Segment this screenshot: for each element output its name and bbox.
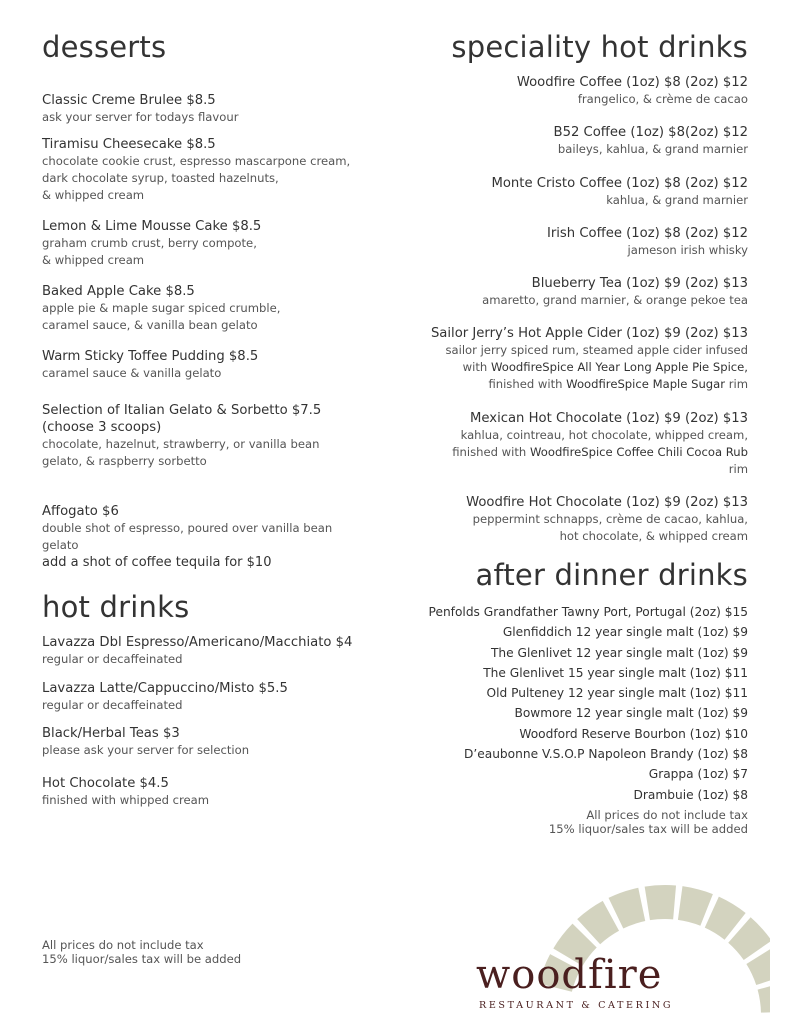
speciality-item: [400, 325, 748, 393]
item-desc: hot chocolate, & whipped cream: [559, 529, 748, 543]
item-name: Baked Apple Cake $8.5: [42, 284, 195, 299]
tax-note-line1: All prices do not include tax: [586, 808, 748, 822]
hot-drink-item: [42, 634, 392, 668]
item-name: Hot Chocolate $4.5: [42, 776, 169, 791]
item-name: Woodfire Hot Chocolate (1oz) $9 (2oz) $13: [466, 495, 748, 510]
item-desc: dark chocolate syrup, toasted hazelnuts,: [42, 171, 279, 185]
item-desc: rim: [728, 462, 748, 476]
item-desc: regular or decaffeinated: [42, 698, 183, 712]
desc-text: finished with: [488, 377, 567, 391]
item-desc: regular or decaffeinated: [42, 652, 183, 666]
desc-text: with: [462, 360, 491, 374]
list-item: Grappa (1oz) $7: [648, 767, 748, 782]
speciality-heading: speciality hot drinks: [451, 30, 748, 64]
item-name: Monte Cristo Coffee (1oz) $8 (2oz) $12: [491, 176, 748, 191]
dessert-item: [42, 402, 392, 470]
item-desc: baileys, kahlua, & grand marnier: [557, 142, 748, 156]
item-desc: gelato: [42, 538, 79, 552]
after-dinner-list: [400, 602, 748, 805]
desc-brand-text: WoodfireSpice All Year Long Apple Pie Spice,: [490, 360, 748, 374]
dessert-item: [42, 92, 392, 126]
dessert-item: [42, 218, 392, 269]
dessert-item: [42, 503, 392, 571]
list-item: The Glenlivet 12 year single malt (1oz) $9: [490, 645, 748, 660]
item-name: Tiramisu Cheesecake $8.5: [42, 137, 216, 152]
item-name: Selection of Italian Gelato & Sorbetto $7.5: [42, 403, 322, 418]
item-name: Black/Herbal Teas $3: [42, 726, 180, 741]
item-name: Lavazza Dbl Espresso/Americano/Macchiato $4: [42, 635, 353, 650]
item-desc: & whipped cream: [42, 253, 145, 267]
item-name: Affogato $6: [42, 504, 119, 519]
item-desc: chocolate cookie crust, espresso mascarpone cream,: [42, 154, 351, 168]
item-desc: please ask your server for selection: [42, 743, 250, 757]
item-desc: sailor jerry spiced rum, steamed apple cider infused: [445, 343, 748, 357]
item-desc: jameson irish whisky: [627, 243, 748, 257]
list-item: Penfolds Grandfather Tawny Port, Portugal (2oz) $15: [428, 605, 748, 619]
desc-text: finished with: [452, 445, 530, 459]
tax-note-line2: 15% liquor/sales tax will be added: [548, 822, 748, 836]
item-desc: graham crumb crust, berry compote,: [42, 236, 257, 250]
speciality-item: [400, 225, 748, 259]
item-desc: double shot of espresso, poured over vanilla bean: [42, 521, 333, 535]
speciality-item: [400, 494, 748, 545]
arch-brick: [758, 981, 770, 1013]
speciality-item: [400, 124, 748, 158]
item-desc: apple pie & maple sugar spiced crumble,: [42, 301, 281, 315]
dessert-item: [42, 283, 392, 334]
item-name: Blueberry Tea (1oz) $9 (2oz) $13: [531, 276, 748, 291]
arch-brick: [645, 885, 676, 920]
hot-drink-item: [42, 680, 392, 714]
tax-note-line2: 15% liquor/sales tax will be added: [42, 952, 242, 966]
list-item: Old Pulteney 12 year single malt (1oz) $11: [486, 686, 748, 701]
desc-brand-text: WoodfireSpice Coffee Chili Cocoa Rub: [529, 445, 748, 459]
hot-drinks-heading: hot drinks: [42, 590, 190, 624]
desc-text: rim: [725, 377, 748, 391]
list-item: Bowmore 12 year single malt (1oz) $9: [514, 706, 748, 721]
list-item: D’eaubonne V.S.O.P Napoleon Brandy (1oz) $8: [463, 747, 748, 762]
desserts-heading: desserts: [42, 30, 167, 64]
dessert-item: [42, 348, 392, 382]
speciality-item: [400, 275, 748, 309]
item-desc: finished with whipped cream: [42, 793, 210, 807]
item-desc: caramel sauce & vanilla gelato: [42, 366, 222, 380]
logo-wordmark: woodfire: [476, 952, 663, 998]
desc-brand-text: WoodfireSpice Maple Sugar: [566, 377, 726, 391]
item-desc: peppermint schnapps, crème de cacao, kahlua,: [472, 512, 748, 526]
item-desc: kahlua, cointreau, hot chocolate, whipped cream,: [460, 428, 748, 442]
item-name: Warm Sticky Toffee Pudding $8.5: [42, 349, 259, 364]
item-name: Woodfire Coffee (1oz) $8 (2oz) $12: [516, 75, 748, 90]
speciality-item: [400, 74, 748, 108]
item-name: Sailor Jerry’s Hot Apple Cider (1oz) $9 (2oz) $13: [430, 326, 748, 341]
speciality-item: [400, 410, 748, 478]
item-desc: ask your server for todays flavour: [42, 110, 239, 124]
item-desc: caramel sauce, & vanilla bean gelato: [42, 318, 258, 332]
item-name: Irish Coffee (1oz) $8 (2oz) $12: [546, 226, 748, 241]
item-desc: gelato, & raspberry sorbetto: [42, 454, 207, 468]
tax-note-line1: All prices do not include tax: [42, 938, 204, 952]
tax-note: [42, 938, 241, 966]
item-desc: amaretto, grand marnier, & orange pekoe tea: [482, 293, 748, 307]
list-item: Drambuie (1oz) $8: [633, 787, 748, 802]
item-desc: kahlua, & grand marnier: [606, 193, 748, 207]
item-name: B52 Coffee (1oz) $8(2oz) $12: [553, 125, 748, 140]
tax-note-right: [549, 808, 748, 836]
item-desc: [400, 376, 748, 393]
item-name-line2: (choose 3 scoops): [42, 420, 162, 435]
item-desc: frangelico, & crème de cacao: [577, 92, 748, 106]
item-name: Lemon & Lime Mousse Cake $8.5: [42, 219, 262, 234]
item-desc: [400, 359, 748, 376]
item-name: Mexican Hot Chocolate (1oz) $9 (2oz) $13: [470, 411, 748, 426]
list-item: The Glenlivet 15 year single malt (1oz) $11: [483, 665, 748, 680]
woodfire-arch-logo-icon: [470, 880, 770, 1020]
item-name: Classic Creme Brulee $8.5: [42, 93, 216, 108]
item-desc: chocolate, hazelnut, strawberry, or vanilla bean: [42, 437, 320, 451]
after-dinner-heading: after dinner drinks: [475, 558, 748, 592]
item-desc: [400, 444, 748, 461]
hot-drink-item: [42, 775, 392, 809]
item-name: Lavazza Latte/Cappuccino/Misto $5.5: [42, 681, 288, 696]
item-addon: add a shot of coffee tequila for $10: [42, 555, 272, 570]
logo-tagline: RESTAURANT & CATERING: [479, 1000, 674, 1011]
speciality-item: [400, 175, 748, 209]
item-desc: & whipped cream: [42, 188, 145, 202]
dessert-item: [42, 136, 392, 204]
list-item: Woodford Reserve Bourbon (1oz) $10: [519, 726, 748, 741]
hot-drink-item: [42, 725, 392, 759]
list-item: Glenfiddich 12 year single malt (1oz) $9: [502, 625, 748, 640]
arch-brick: [678, 886, 713, 926]
